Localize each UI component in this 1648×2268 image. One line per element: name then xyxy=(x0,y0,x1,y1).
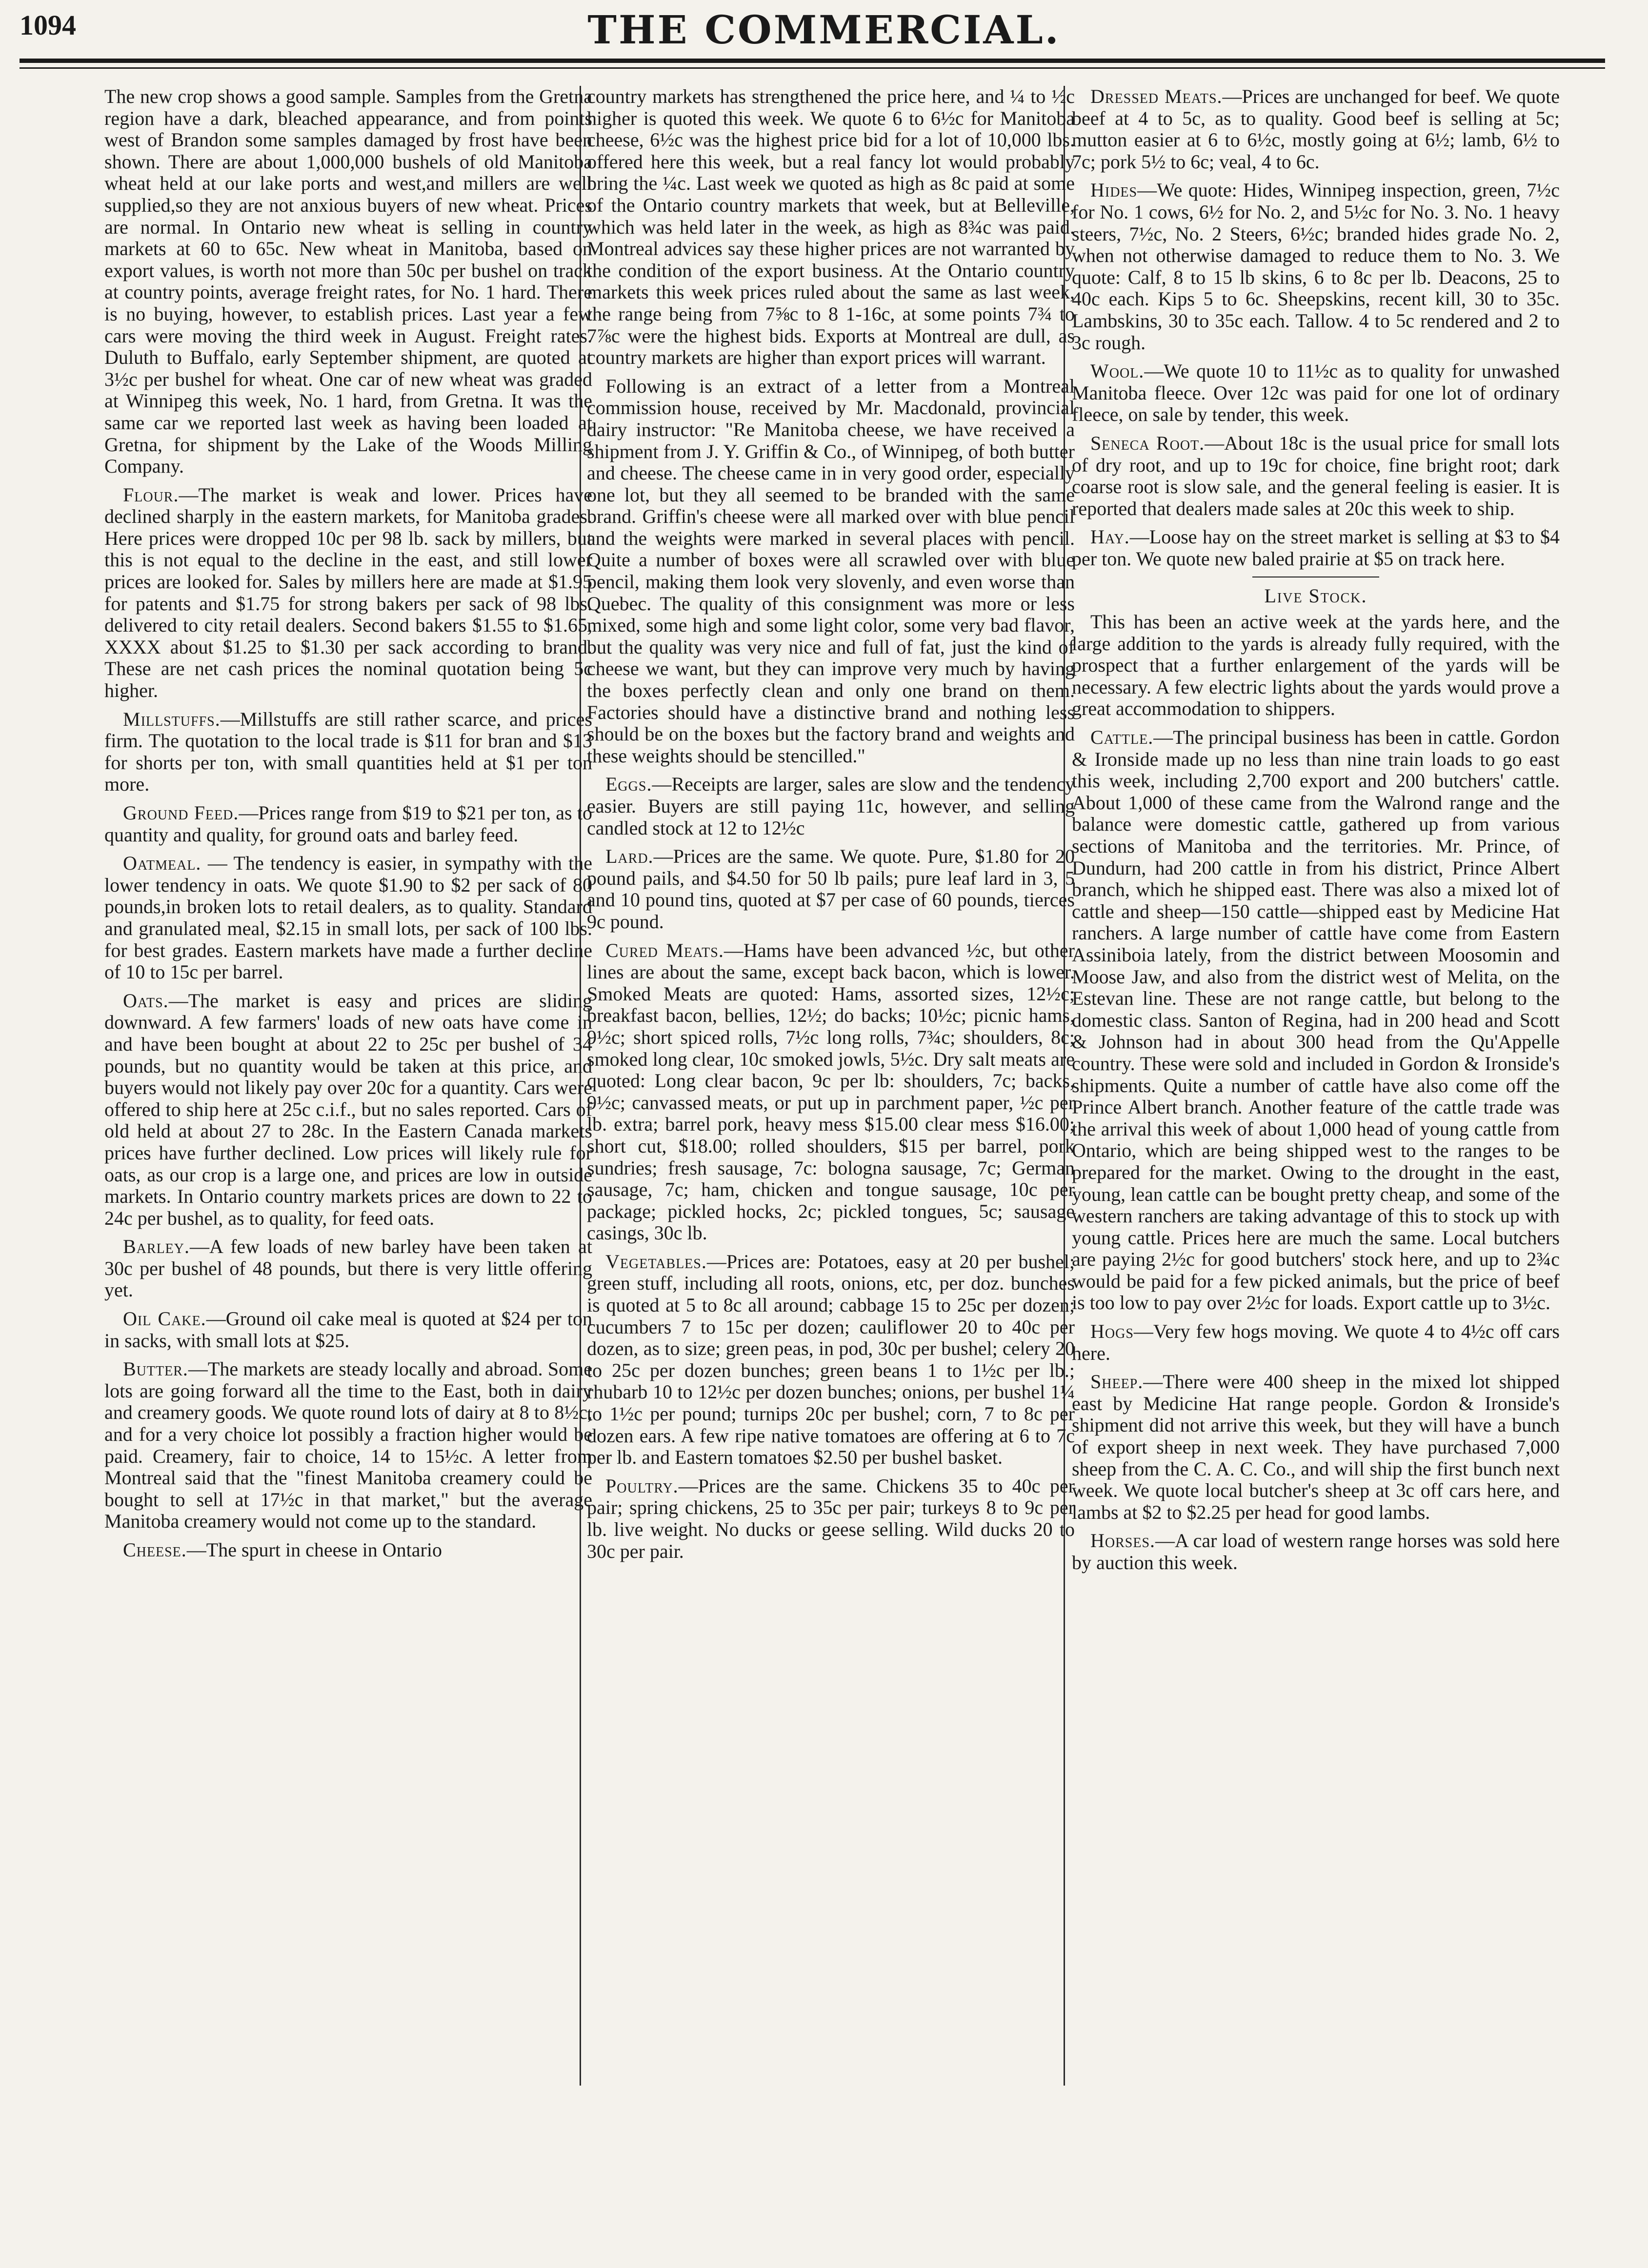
paragraph-heading: Hay. xyxy=(1090,526,1130,548)
paragraph-text: —The principal business has been in cattle. Gordon & Ironside made up no less than nine train loads to go east this week, including 2,700 export and 200 butchers' cattle. About 1,000 of these came from the Walrond range and the balance were domestic cattle, gathered up from various sections of Manitoba and the territories. Mr. Prince, of Dundurn, had 200 cattle in from his district, Prince Albert branch, which he shipped east. There was also a mixed lot of cattle and sheep—150 cattle—shipped east by Medicine Hat ranchers. A large number of cattle have come from Eastern Assiniboia lately, from the district between Moosomin and Moose Jaw, and also from the district west of Melita, on the Estevan line. These are not range cattle, but belong to the domestic class. Santon of Regina, had in 200 head and Scott & Johnson had in about 300 head from the Qu'Appelle country. These were sold and included in Gordon & Ironside's shipments. Quite a number of cattle have also come off the Prince Albert branch. Another feature of the cattle trade was the arrival this week of about 1,000 head of young cattle from Ontario, which are being shipped west to the ranges to be prepared for the market. Owing to the drought in the east, young, lean cattle can be bought pretty cheap, and some of the western ranchers are taking advantage of this to stock up with young cattle. Prices here are much the same. Local butchers are paying 2½c for good butchers' stock here, and up to 2¾c would be paid for a few picked animals, but the price of beef is too low to pay over 2½c for loads. Export cattle up to 3½c. xyxy=(1072,726,1560,1314)
article-paragraph xyxy=(104,802,592,846)
paragraph-heading: Cured Meats. xyxy=(605,939,724,961)
paragraph-text: —Loose hay on the street market is selling at $3 to $4 per ton. We quote new baled prairie at $5 on track here. xyxy=(1072,526,1560,570)
article-paragraph xyxy=(1072,727,1560,1314)
paragraph-text: —The market is weak and lower. Prices have declined sharply in the eastern markets, for Manitoba grades. Here prices were dropped 10c per 98 lb. sack by millers, but this is not equal to the decline in the east, and still lower prices are looked for. Sales by millers here are made at $1.95 for patents and $1.75 for strong bakers per sack of 98 lbs. delivered to city retail dealers. Second bakers $1.55 to $1.65, XXXX about $1.25 to $1.30 per sack according to brand. These are net cash prices the nominal quotation being 5c higher. xyxy=(104,483,592,702)
article-paragraph xyxy=(104,1539,592,1561)
paragraph-heading: Wool. xyxy=(1090,360,1145,382)
paragraph-text: —There were 400 sheep in the mixed lot shipped east by Medicine Hat range people. Gordon & Ironside's shipment did not arrive this week, but they will have a bunch of export sheep in next week. They have purchased 7,000 sheep from the C. A. C. Co., and will ship the first bunch next week. We quote local butcher's sheep at 3c off cars here, and lambs at $2 to $2.25 per head for good lambs. xyxy=(1072,1371,1560,1523)
paragraph-heading: Millstuffs. xyxy=(123,708,221,730)
paragraph-text: — The tendency is easier, in sympathy with the lower tendency in oats. We quote $1.90 to $2 per sack of 80 pounds,in broken lots to retail dealers, as to quality. Standard and granulated meal, $2.15 in small lots, per sack of 100 lbs. for best grades. Eastern markets have made a further decline of 10 to 15c per barrel. xyxy=(104,852,592,983)
article-paragraph xyxy=(104,709,592,796)
article-paragraph xyxy=(1072,1530,1560,1573)
article-paragraph xyxy=(1072,360,1560,426)
paragraph-text: —Prices are the same. Chickens 35 to 40c per pair; spring chickens, 25 to 35c per pair; turkeys 8 to 9c per lb. live weight. No ducks or geese selling. Wild ducks 20 to 30c per pair. xyxy=(587,1474,1075,1562)
article-paragraph xyxy=(1072,179,1560,354)
paragraph-heading: Eggs. xyxy=(605,773,652,796)
paragraph-heading: Vegetables. xyxy=(605,1250,707,1273)
article-paragraph xyxy=(1072,1371,1560,1523)
paragraph-heading: Oil Cake. xyxy=(123,1308,206,1330)
paragraph-text: —A car load of western range horses was sold here by auction this week. xyxy=(1072,1530,1560,1573)
paragraph-text: —Prices are: Potatoes, easy at 20 per bushel; green stuff, including all roots, onions, etc, per doz. bunches is quoted at 5 to 8c all around; cabbage 15 to 25c per dozen; cucumbers 7 to 15c per dozen; cauliflower 20 to 40c per dozen, as to size; green peas, in pod, 30c per bushel; celery 20 to 25c per dozen bunches; green beans 1 to 1½c per lb.; rhubarb 10 to 12½c per dozen bunches; onions, per bushel 1¼ to 1½c per pound; turnips 20c per bushel; corn, 7 to 8c per dozen ears. A few ripe native tomatoes are offering at 6 to 7c per lb. and Eastern tomatoes $2.50 per bushel basket. xyxy=(587,1250,1075,1469)
paragraph-text: —Prices are unchanged for beef. We quote beef at 4 to 5c, as to quality. Good beef is selling at 5c; mutton easier at 6 to 6½c, mostly going at 6½; lamb, 6½ to 7c; pork 5½ to 6c; veal, 4 to 6c. xyxy=(1072,86,1560,173)
paragraph-text: Following is an extract of a letter from a Montreal commission house, received by Mr. Macdonald, provincial dairy instructor: "Re Manitoba cheese, we have received a shipment from J. Y. Griffin & Co., of Winnipeg, of both butter and cheese. The cheese came in in very good order, especially one lot, but they all seemed to be branded with the same brand. Griffin's cheese were all marked over with blue pencil and the weights were marked in several places with pencil. Quite a number of boxes were all scrawled over with blue pencil, making them look very slovenly, and even worse than Quebec. The quality of this consignment was more or less mixed, some high and some light color, some very bad flavor, but the quality was very nice and full of fat, just the kind of cheese we want, but they can improve very much by having the boxes perfectly clean and only one brand on them. Factories should have a distinctive brand and nothing less should be on the boxes but the factory brand and weights and these weights should be stencilled." xyxy=(587,375,1075,767)
paragraph-text: —The markets are steady locally and abroad. Some lots are going forward all the time to the East, both in dairy and creamery goods. We quote round lots of dairy at 8 to 8½c, and for a very choice lot possibly a fraction higher would be paid. Creamery, fair to choice, 14 to 15½c. A letter from Montreal said that the "finest Manitoba creamery could be bought to sell at 17½c in that market," but the average Manitoba creamery would not come up to the standard. xyxy=(104,1358,592,1532)
text-column-2 xyxy=(587,86,1075,2071)
article-paragraph xyxy=(104,853,592,983)
paragraph-heading: Poultry. xyxy=(605,1474,679,1497)
article-paragraph xyxy=(104,1236,592,1301)
article-paragraph xyxy=(104,1308,592,1352)
paragraph-text: The new crop shows a good sample. Samples from the Gretna region have a dark, bleached appearance, and from points west of Brandon some samples damaged by frost have been shown. There are about 1,000,000 bushels of old Manitoba wheat held at our lake ports and west,and millers are well supplied,so they are not anxious buyers of new wheat. Prices are normal. In Ontario new wheat is selling in country markets at 60 to 65c. New wheat in Manitoba, based on export values, is worth not more than 50c per bushel on track at country points, average freight rates, for No. 1 hard. There is no buying, however, to establish prices. Last year a few cars were moving the third week in August. Freight rates. Duluth to Buffalo, early September shipment, are quoted at 3½c per bushel for wheat. One car of new wheat was graded at Winnipeg this week, No. 1 hard, from Gretna. It was the same car we reported last week as having been loaded at Gretna, for shipment by the Lake of the Woods Milling Company. xyxy=(104,86,592,477)
paragraph-heading: Cattle. xyxy=(1090,726,1154,749)
paragraph-text: —Hams have been advanced ½c, but other lines are about the same, except back bacon, which is lower. Smoked Meats are quoted: Hams, assorted sizes, 12½c; breakfast bacon, bellies, 12½; do backs; 10½c; picnic hams, 9½c; short spiced rolls, 7½c long rolls, 7¾c; shoulders, 8c; smoked long clear, 10c smoked jowls, 5½c. Dry salt meats are quoted: Long clear bacon, 9c per lb: shoulders, 7c; backs, 9½c; canvassed meats, or put up in parchment paper, ½c per lb. extra; barrel pork, heavy mess $15.00 clear mess $16.00; short cut, $18.00; rolled shoulders, $15 per barrel, pork sundries; fresh sausage, 7c: bologna sausage, 7c; German sausage, 7c; ham, chicken and tongue sausage, 10c per package; pickled hocks, 2c; pickled tongues, 5c; sausage casings, 30c lb. xyxy=(587,939,1075,1244)
paragraph-text: —Millstuffs are still rather scarce, and prices firm. The quotation to the local trade is $11 for bran and $13 for shorts per ton, with small quantities held at $1 per ton more. xyxy=(104,708,592,796)
paragraph-heading: Flour. xyxy=(123,483,179,506)
article-paragraph xyxy=(1072,433,1560,519)
section-heading: Live Stock. xyxy=(1264,585,1367,607)
paragraph-heading: Ground Feed. xyxy=(123,802,239,824)
paragraph-heading: Horses. xyxy=(1090,1530,1156,1552)
article-paragraph xyxy=(587,846,1075,933)
article-paragraph xyxy=(104,1358,592,1532)
paragraph-heading: Dressed Meats. xyxy=(1090,86,1223,107)
article-paragraph xyxy=(104,484,592,702)
article-paragraph xyxy=(587,774,1075,839)
article-paragraph xyxy=(587,86,1075,369)
article-paragraph xyxy=(104,86,592,477)
masthead-rule-thin xyxy=(20,67,1605,69)
paragraph-heading: Oats. xyxy=(123,989,169,1012)
paragraph-heading: Lard. xyxy=(605,845,654,868)
article-paragraph xyxy=(1072,611,1560,720)
article-paragraph xyxy=(587,376,1075,767)
article-paragraph xyxy=(587,1475,1075,1562)
paragraph-text: country markets has strengthened the price here, and ¼ to ½c higher is quoted this week. We quote 6 to 6½c for Manitoba cheese, 6½c was the highest price bid for a lot of 10,000 lbs. offered here this week, but a real fancy lot would probably bring the ¼c. Last week we quoted as high as 8c paid at some of the Ontario country markets that week, but at Belleville, which was held later in the week, as high as 8¾c was paid. Montreal advices say these higher prices are not warranted by the condition of the export business. At the Ontario country markets this week prices ruled about the same as last week, the range being from 7⅝c to 8 1-16c, at some points 7¾ to 7⅞c were the highest bids. Exports at Montreal are dull, as country markets are higher than export prices will warrant. xyxy=(587,86,1075,369)
paragraph-text: —Prices are the same. We quote. Pure, $1.80 for 20 pound pails, and $4.50 for 50 lb pails; pure leaf lard in 3, 5 and 10 pound tins, quoted at $7 per case of 60 pounds, tierces 9c pound. xyxy=(587,845,1075,933)
paragraph-text: —A few loads of new barley have been taken at 30c per bushel of 48 pounds, but there is very little offering yet. xyxy=(104,1235,592,1301)
paragraph-text: —We quote: Hides, Winnipeg inspection, green, 7½c for No. 1 cows, 6½ for No. 2, and 5½c for No. 3. No. 1 heavy steers, 7½c, No. 2 Steers, 6½c; branded hides grade No. 2, when not otherwise damaged to reduce them to No. 3. We quote: Calf, 8 to 15 lb skins, 6 to 8c per lb. Deacons, 25 to 40c each. Kips 5 to 6c. Sheepskins, recent kill, 30 to 35c. Lambskins, 30 to 35c each. Tallow. 4 to 5c rendered and 2 to 3c rough. xyxy=(1072,179,1560,354)
paragraph-text: —The spurt in cheese in Ontario xyxy=(186,1539,442,1561)
paragraph-text: This has been an active week at the yards here, and the large addition to the yards is already fully required, with the prospect that a further enlargement of the yards will be necessary. A few electric lights about the yards would prove a great accommodation to shippers. xyxy=(1072,611,1560,720)
masthead-rule-thick xyxy=(20,59,1605,63)
paragraph-text: —Very few hogs moving. We quote 4 to 4½c off cars here. xyxy=(1072,1320,1560,1364)
page-number: 1094 xyxy=(20,9,76,41)
article-paragraph xyxy=(1072,1321,1560,1364)
paragraph-text: —Receipts are larger, sales are slow and the tendency easier. Buyers are still paying 11c, however, and selling candled stock at 12 to 12½c xyxy=(587,773,1075,839)
article-paragraph xyxy=(104,990,592,1230)
paragraph-heading: Seneca Root. xyxy=(1090,432,1205,454)
text-column-3 xyxy=(1072,86,1560,2071)
article-paragraph xyxy=(587,1251,1075,1469)
paragraph-heading: Oatmeal. xyxy=(123,852,201,875)
paragraph-heading: Barley. xyxy=(123,1235,190,1258)
paragraph-text: —Ground oil cake meal is quoted at $24 per ton in sacks, with small lots at $25. xyxy=(104,1308,592,1352)
paragraph-text: —Prices range from $19 to $21 per ton, as to quantity and quality, for ground oats and barley feed. xyxy=(104,802,592,846)
paragraph-text: —The market is easy and prices are sliding downward. A few farmers' loads of new oats have come in and have been bought at about 22 to 25c per bushel of 34 pounds, but no quantity would be taken at this price, and buyers would not likely pay over 20c for a quantity. Cars were offered to ship here at 25c c.i.f., but no sales reported. Cars of old held at about 27 to 28c. In the Eastern Canada markets prices have further declined. Low prices will likely rule for oats, as our crop is a large one, and prices are low in outside markets. In Ontario country markets prices are down to 22 to 24c per bushel, as to quality, for feed oats. xyxy=(104,989,592,1229)
paragraph-heading: Hides xyxy=(1090,179,1138,201)
paragraph-heading: Cheese. xyxy=(123,1539,187,1561)
text-column-1 xyxy=(104,86,592,2071)
paragraph-heading: Butter. xyxy=(123,1358,188,1380)
masthead-title: THE COMMERCIAL. xyxy=(587,7,1061,53)
paragraph-text: —We quote 10 to 11½c as to quality for unwashed Manitoba fleece. Over 12c was paid for one lot of ordinary fleece, on sale by tender, this week. xyxy=(1072,360,1560,426)
article-paragraph xyxy=(1072,526,1560,570)
article-paragraph xyxy=(1072,86,1560,173)
paragraph-heading: Sheep. xyxy=(1090,1371,1144,1393)
article-paragraph xyxy=(587,940,1075,1244)
paragraph-heading: Hogs xyxy=(1090,1320,1134,1343)
paragraph-text: —About 18c is the usual price for small lots of dry root, and up to 19c for choice, fine bright root; dark coarse root is slow sale, and the general feeling is easier. It is reported that dealers made sales at 20c this week to ship. xyxy=(1072,432,1560,519)
